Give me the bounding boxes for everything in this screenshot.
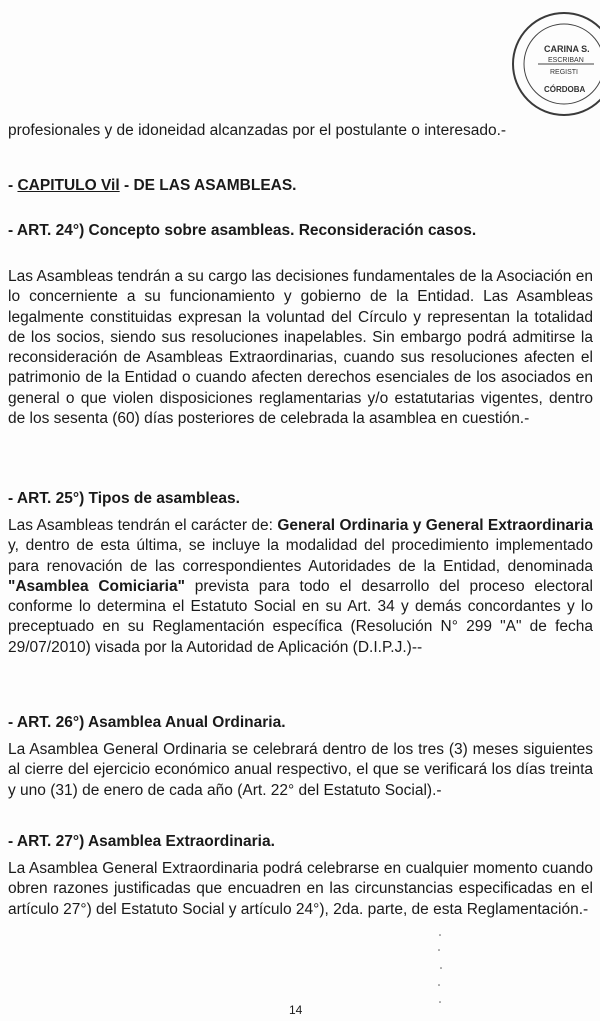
art26-heading: - ART. 26°) Asamblea Anual Ordinaria.: [8, 714, 286, 731]
stamp-mid2-text: REGISTI: [550, 69, 579, 76]
art25-bold-2: "Asamblea Comiciaria": [8, 577, 185, 595]
art24-heading: - ART. 24°) Concepto sobre asambleas. Reconsideración casos.: [8, 222, 477, 239]
art25-text-2: y, dentro de esta última, se incluye la modalidad del procedimiento implementado para renovación de las correspondientes Autoridades de la Entidad, denominada: [8, 537, 593, 575]
page-number: 14: [289, 1003, 303, 1017]
art25-text-1: Las Asambleas tendrán el carácter de:: [8, 517, 278, 534]
art27-body: La Asamblea General Extraordinaria podrá celebrarse en cualquier momento cuando obren razones justificadas que encuadren en las circunstancias especificadas en el artículo 27°) del Estatuto Social y artículo 24°), 2da. parte, de esta Reglamentación.-: [8, 860, 593, 918]
scan-marks: [430, 930, 450, 1010]
stamp-top-text: CARINA S.: [544, 44, 590, 54]
chapter-heading: [8, 177, 297, 195]
art27-heading: - ART. 27°) Asamblea Extraordinaria.: [8, 833, 275, 850]
art25-heading: - ART. 25°) Tipos de asambleas.: [8, 490, 240, 507]
stamp-graphic: [514, 14, 600, 114]
stamp-bottom-text: CÓRDOBA: [544, 85, 586, 94]
stamp-mid1-text: ESCRIBAN: [548, 57, 584, 64]
art24-body: Las Asambleas tendrán a su cargo las decisiones fundamentales de la Asociación en lo concerniente a su funcionamiento y gobierno de la Entidad. Las Asambleas legalmente constituidas expresan la voluntad del Círculo y representan la totalidad de los socios, siendo sus resoluciones inapelables. Sin embargo podrá admitirse la reconsideración de Asambleas Extraordinarias, cuando sus resoluciones afecten el patrimonio de la Entidad o cuando afecten derechos esenciales de los asociados en general o que violen disposiciones reglamentarias y/o estatutarias vigentes, dentro de los sesenta (60) días posteriores de celebrada la asamblea en cuestión.-: [8, 268, 593, 428]
notary-stamp: [512, 12, 600, 116]
chapter-dash: -: [8, 177, 18, 194]
art25-text-3: prevista para todo el desarrollo del proceso electoral conforme lo determina el Estatuto Social en su Art. 34 y demás concordantes y lo preceptuado en su Reglamentación específica (Resolución N° 299 "A" de fecha 29/07/2010) visada por la Autoridad de Aplicación (D.I.P.J.)--: [8, 577, 593, 656]
art26-body: La Asamblea General Ordinaria se celebrará dentro de los tres (3) meses siguientes al cierre del ejercicio económico anual respectivo, el que se verificará los días treinta y uno (31) de enero de cada año (Art. 22° del Estatuto Social).-: [8, 741, 593, 799]
art25-bold-1: General Ordinaria y General Extraordinaria: [277, 517, 593, 534]
chapter-rest: - DE LAS ASAMBLEAS.: [119, 177, 297, 194]
art25-body: [8, 516, 593, 658]
intro-line: profesionales y de idoneidad alcanzadas por el postulante o interesado.-: [8, 122, 507, 139]
chapter-title: CAPITULO Vil: [17, 177, 120, 194]
